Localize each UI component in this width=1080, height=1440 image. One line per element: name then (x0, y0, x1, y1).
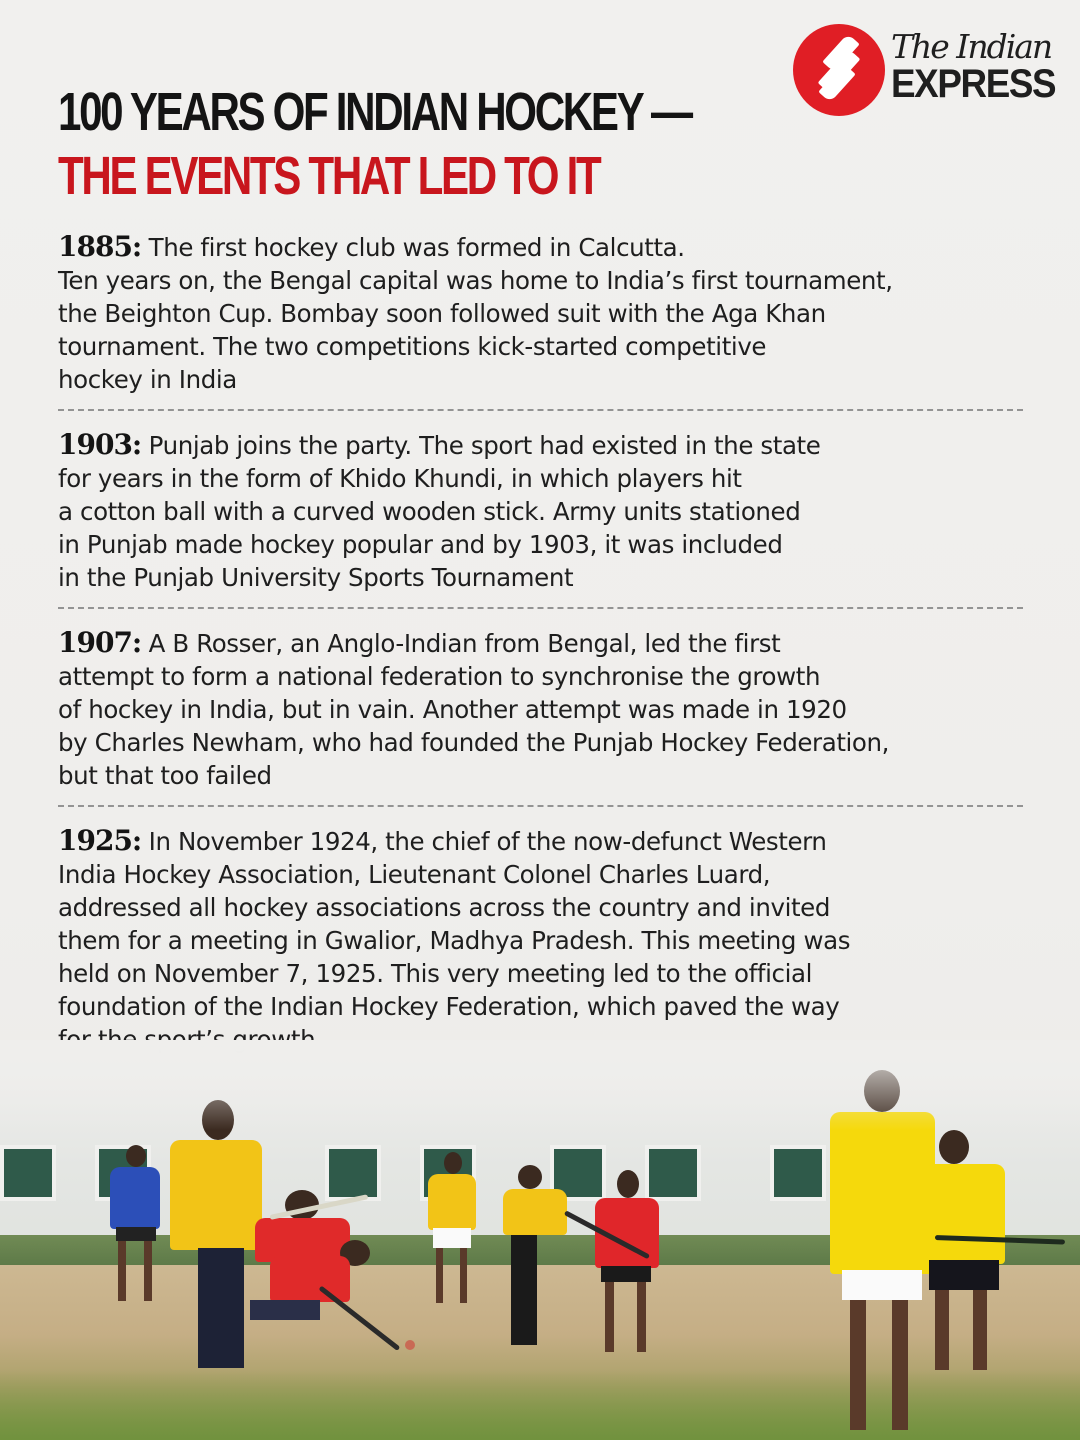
timeline-entry-1903 (58, 428, 1023, 594)
hockey-ball (405, 1340, 415, 1350)
entry-text: in the Punjab University Sports Tournament (58, 563, 574, 592)
entry-text: a cotton ball with a curved wooden stick. Army units stationed (58, 497, 801, 526)
entry-text: foundation of the Indian Hockey Federation, which paved the way (58, 992, 840, 1021)
entry-text: the Beighton Cup. Bombay soon followed suit with the Aga Khan (58, 299, 826, 328)
timeline-entry-1925 (58, 824, 1023, 1056)
entry-year: 1907: (58, 626, 142, 659)
entry-text: by Charles Newham, who had founded the Punjab Hockey Federation, (58, 728, 890, 757)
indian-express-emblem-icon (793, 24, 885, 116)
dashed-divider (58, 805, 1023, 807)
photo-top-fade (0, 1040, 1080, 1130)
entry-text: of hockey in India, but in vain. Another attempt was made in 1920 (58, 695, 847, 724)
entry-text: addressed all hockey associations across the country and invited (58, 893, 831, 922)
entry-text: A B Rosser, an Anglo-Indian from Bengal, led the first (141, 629, 781, 658)
entry-year: 1925: (58, 824, 142, 857)
window (0, 1145, 56, 1201)
entry-text: Punjab joins the party. The sport had existed in the state (141, 431, 821, 460)
headline (58, 82, 798, 206)
entry-text: them for a meeting in Gwalior, Madhya Pradesh. This meeting was (58, 926, 851, 955)
entry-text: for years in the form of Khido Khundi, in which players hit (58, 464, 742, 493)
entry-year: 1885: (58, 230, 142, 263)
timeline-entries (58, 230, 1023, 1056)
headline-line2: THE EVENTS THAT LED TO IT (58, 146, 600, 206)
entry-text: Ten years on, the Bengal capital was home to India’s first tournament, (58, 266, 893, 295)
window (770, 1145, 826, 1201)
entry-text: attempt to form a national federation to synchronise the growth (58, 662, 821, 691)
entry-text: India Hockey Association, Lieutenant Colonel Charles Luard, (58, 860, 771, 889)
entry-text: but that too failed (58, 761, 272, 790)
entry-text: The first hockey club was formed in Calcutta. (141, 233, 685, 262)
entry-year: 1903: (58, 428, 142, 461)
entry-text: in Punjab made hockey popular and by 1903, it was included (58, 530, 783, 559)
window (325, 1145, 381, 1201)
dashed-divider (58, 409, 1023, 411)
dashed-divider (58, 607, 1023, 609)
grass (0, 1370, 1080, 1440)
entry-text: held on November 7, 1925. This very meeting led to the official (58, 959, 813, 988)
timeline-entry-1907 (58, 626, 1023, 792)
logo-line2: EXPRESS (891, 62, 1056, 106)
entry-text: hockey in India (58, 365, 237, 394)
logo-wordmark (891, 27, 1069, 106)
brand-logo (793, 24, 1069, 116)
headline-line1: 100 YEARS OF INDIAN HOCKEY — (58, 82, 691, 142)
timeline-entry-1885 (58, 230, 1023, 396)
window (645, 1145, 701, 1201)
logo-line1: The Indian (891, 27, 1052, 66)
hockey-players-photo (0, 1040, 1080, 1440)
entry-text: In November 1924, the chief of the now-defunct Western (141, 827, 827, 856)
entry-text: tournament. The two competitions kick-started competitive (58, 332, 767, 361)
